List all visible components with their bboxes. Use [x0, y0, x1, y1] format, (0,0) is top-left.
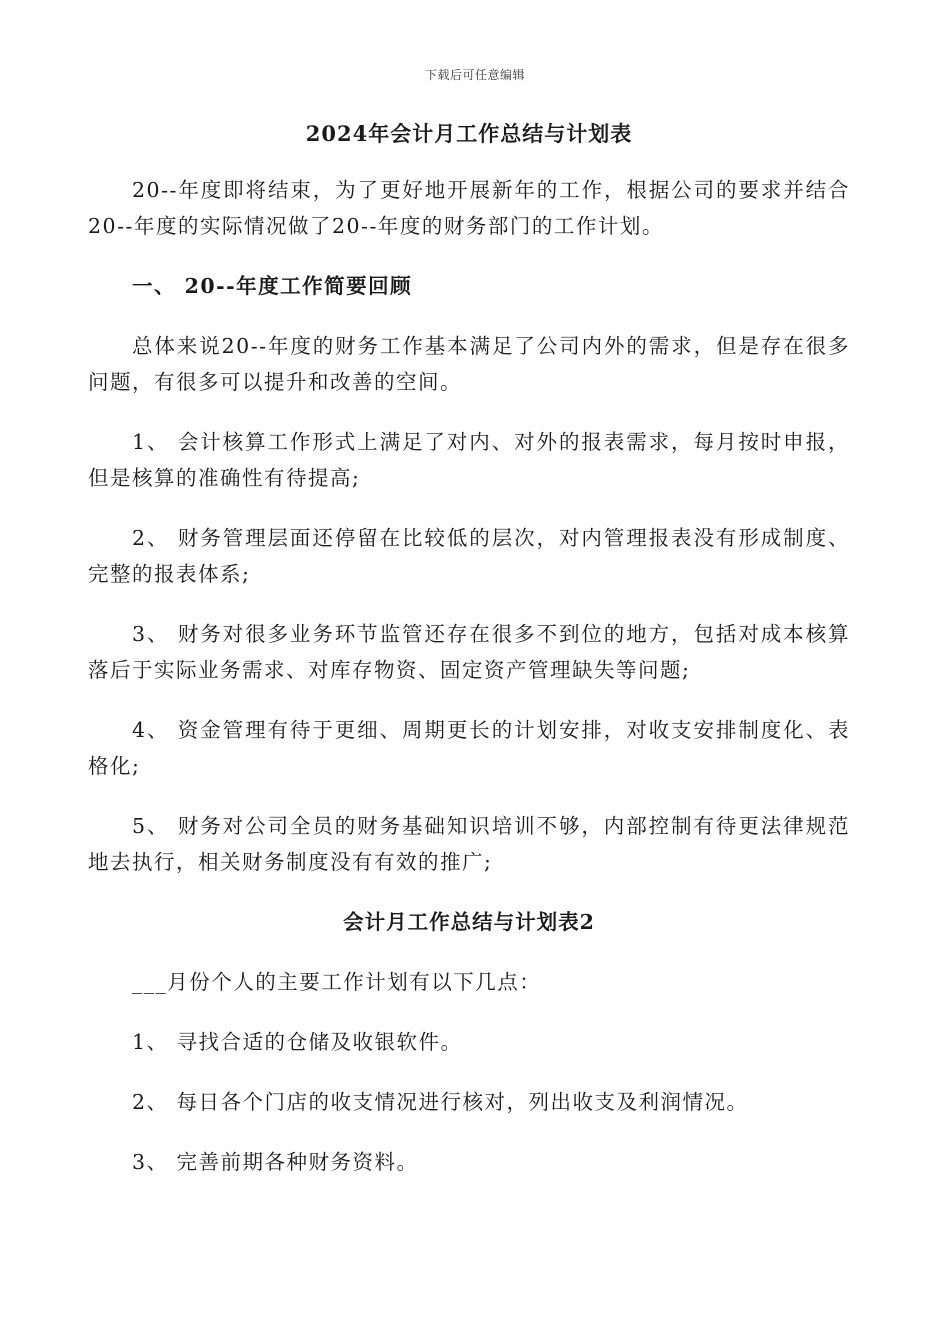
plan-item-3: 3、 完善前期各种财务资料。: [132, 1150, 419, 1174]
review-item-4: 4、 资金管理有待于更细、周期更长的计划安排，对收支安排制度化、表格化;: [88, 718, 850, 778]
section-1-heading: 一、 20--年度工作简要回顾: [132, 274, 413, 298]
intro-paragraph: 20--年度即将结束，为了更好地开展新年的工作，根据公司的要求并结合20--年度的实际情况做了20--年度的财务部门的工作计划。: [88, 178, 850, 238]
document-title: 2024年会计月工作总结与计划表: [305, 121, 633, 146]
review-item-1: 1、 会计核算工作形式上满足了对内、对外的报表需求，每月按时申报，但是核算的准确性有待提高;: [88, 430, 850, 490]
document-body: [88, 118, 850, 1204]
section-1-summary: 总体来说20--年度的财务工作基本满足了公司内外的需求，但是存在很多问题，有很多可以提升和改善的空间。: [88, 334, 850, 394]
review-item-5: 5、 财务对公司全员的财务基础知识培训不够，内部控制有待更法律规范地去执行，相关财务制度没有有效的推广;: [88, 814, 850, 874]
header-note: 下载后可任意编辑: [424, 68, 525, 82]
review-item-2: 2、 财务管理层面还停留在比较低的层次，对内管理报表没有形成制度、完整的报表体系;: [88, 526, 850, 586]
section-2-title: 会计月工作总结与计划表2: [343, 910, 595, 934]
plan-item-1: 1、 寻找合适的仓储及收银软件。: [132, 1030, 463, 1054]
review-item-3: 3、 财务对很多业务环节监管还存在很多不到位的地方，包括对成本核算落后于实际业务需求、对库存物资、固定资产管理缺失等问题;: [88, 622, 850, 682]
section-2-intro: ___月份个人的主要工作计划有以下几点：: [132, 970, 542, 994]
plan-item-2: 2、 每日各个门店的收支情况进行核对，列出收支及利润情况。: [132, 1090, 749, 1114]
